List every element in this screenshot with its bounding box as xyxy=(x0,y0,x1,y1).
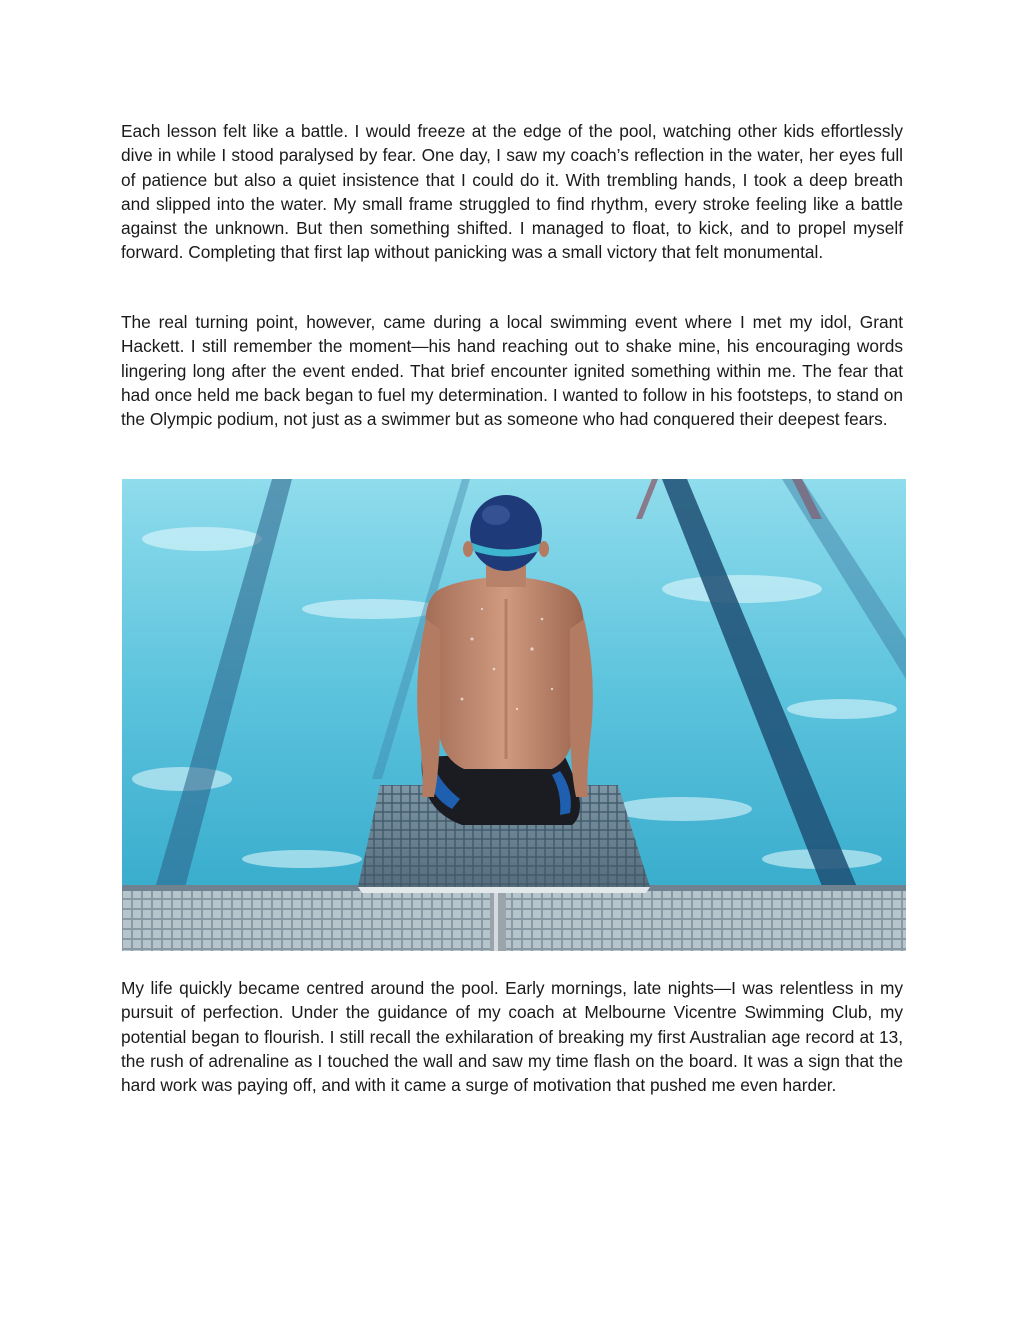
paragraph-first-lesson: Each lesson felt like a battle. I would freeze at the edge of the pool, watching other kids effortlessly dive in while I stood paralysed by fear. One day, I saw my coach’s reflection in the water, her eyes full of patience but also a quiet insistence that I could do it. With trembling hands, I took a deep breath and slipped into the water. My small frame struggled to find rhythm, every stroke feeling like a battle against the unknown. But then something shifted. I managed to float, to kick, and to propel myself forward. Completing that first lap without panicking was a small victory that felt monumental. xyxy=(121,121,903,263)
pool-edge xyxy=(122,889,906,951)
swim-cap xyxy=(470,495,542,571)
swimmer-photo xyxy=(122,479,906,951)
paragraph-turning-point: The real turning point, however, came during a local swimming event where I met my idol, Grant Hackett. I still remember the moment—his hand reaching out to shake mine, his encouraging words lingering long after the event ended. That brief encounter ignited something within me. The fear that had once held me back began to fuel my determination. I wanted to follow in his footsteps, to stand on the Olympic podium, not just as a swimmer but as someone who had conquered their deepest fears. xyxy=(121,312,903,430)
paragraph-life-centred-around-pool: My life quickly became centred around the pool. Early mornings, late nights—I was relentless in my pursuit of perfection. Under the guidance of my coach at Melbourne Vicentre Swimming Club, my potential began to flourish. I still recall the exhilaration of breaking my first Australian age record at 13, the rush of adrenaline as I touched the wall and saw my time flash on the board. It was a sign that the hard work was paying off, and with it came a surge of motivation that pushed me even harder. xyxy=(121,978,903,1096)
